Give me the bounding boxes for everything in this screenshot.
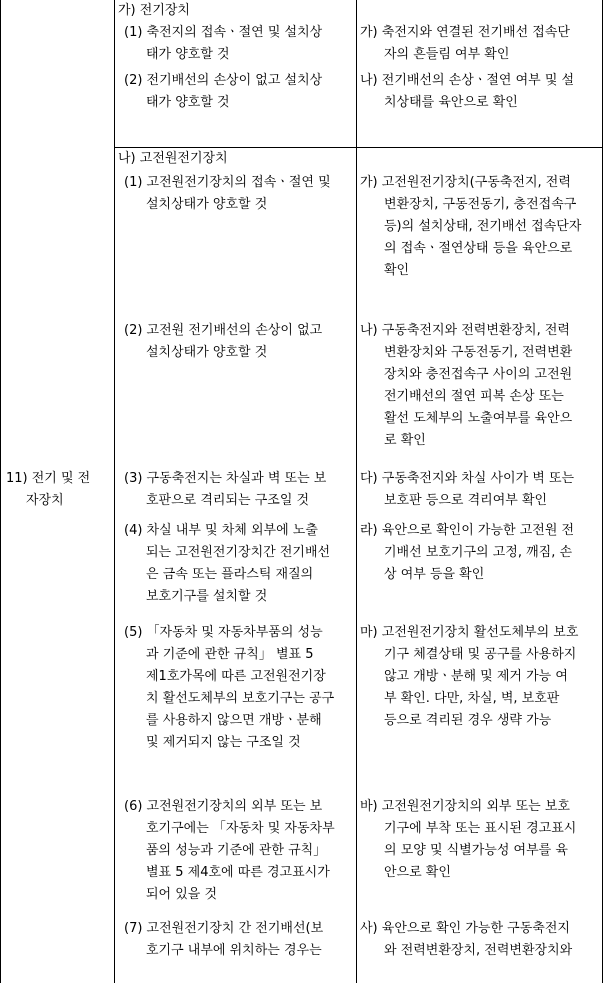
method-block: [360, 918, 572, 962]
criteria-block: [124, 520, 330, 608]
criteria-line: (7) 고전원전기장치 간 전기배선(보: [124, 921, 324, 936]
method-line: 로 확인: [384, 433, 426, 448]
method-line: 바) 고전원전기장치의 외부 또는 보호: [360, 799, 570, 814]
criteria-line: (1) 고전원전기장치의 접속ㆍ절연 및: [124, 175, 331, 190]
method-line: 나) 전기배선의 손상ㆍ절연 여부 및 설: [360, 73, 575, 88]
criteria-block: [124, 918, 323, 962]
criteria-line: 과 기준에 관한 규칙」 별표 5: [146, 647, 314, 662]
criteria-line: 호판으로 격리되는 구조일 것: [146, 493, 310, 508]
criteria-block: [124, 468, 326, 512]
method-line: 상 여부 등을 확인: [384, 567, 485, 582]
criteria-line: (6) 고전원전기장치의 외부 또는 보: [124, 799, 323, 814]
method-block: [360, 172, 581, 282]
criteria-block: [124, 796, 335, 906]
criteria-line: 설치상태가 양호할 것: [146, 197, 268, 212]
criteria-line: 은 금속 또는 플라스틱 재질의: [146, 567, 314, 582]
table-left-border: [0, 0, 1, 983]
method-line: 전기배선의 절연 피복 손상 또는: [384, 389, 564, 404]
criteria-block: [124, 172, 331, 216]
criteria-block: [124, 622, 334, 754]
criteria-line: (4) 차실 내부 및 차체 외부에 노출: [124, 523, 318, 538]
item-label-line: 자장치: [26, 493, 64, 508]
criteria-block: [124, 70, 322, 114]
method-block: [360, 70, 574, 114]
method-line: 치상태를 육안으로 확인: [384, 95, 518, 110]
criteria-line: (2) 고전원 전기배선의 손상이 없고: [124, 323, 323, 338]
criteria-line: 및 제거되지 않는 구조일 것: [146, 735, 301, 750]
criteria-line: 설치상태가 양호할 것: [146, 345, 268, 360]
method-line: 자의 흔들림 여부 확인: [384, 47, 510, 62]
method-line: 등)의 설치상태, 전기배선 접속단자: [384, 219, 582, 234]
criteria-line: 별표 5 제4호에 따른 경고표시가: [146, 865, 330, 880]
method-line: 나) 구동축전지와 전력변환장치, 전력: [360, 323, 570, 338]
method-line: 의 접속ㆍ절연상태 등을 육안으로: [384, 241, 573, 256]
method-line: 다) 구동축전지와 차실 사이가 벽 또는: [360, 471, 575, 486]
criteria-line: 되어 있을 것: [146, 887, 218, 902]
criteria-line: 제1호가목에 따른 고전원전기장: [146, 669, 326, 684]
method-line: 가) 고전원전기장치(구동축전지, 전력: [360, 175, 571, 190]
criteria-line: 치 활선도체부의 보호기구는 공구: [146, 691, 335, 706]
method-line: 라) 육안으로 확인이 가능한 고전원 전: [360, 523, 575, 538]
method-block: [360, 622, 578, 732]
method-line: 장치와 충전접속구 사이의 고전원: [384, 367, 573, 382]
criteria-block: [124, 22, 322, 66]
criteria-line: 태가 양호할 것: [146, 47, 230, 62]
criteria-line: 품의 성능과 기준에 관한 규칙」: [146, 843, 327, 858]
method-line: 보호판 등으로 격리여부 확인: [384, 493, 548, 508]
method-line: 활선 도체부의 노출여부를 육안으: [384, 411, 573, 426]
method-line: 의 모양 및 식별가능성 여부를 육: [384, 843, 568, 858]
criteria-line: (5) 「자동차 및 자동차부품의 성능: [124, 625, 323, 640]
method-line: 확인: [384, 263, 410, 278]
criteria-line: (1) 축전지의 접속ㆍ절연 및 설치상: [124, 25, 323, 40]
criteria-line: 태가 양호할 것: [146, 95, 230, 110]
method-line: 와 전력변환장치, 전력변환장치와: [384, 943, 573, 958]
method-line: 기구에 부착 또는 표시된 경고표시: [384, 821, 577, 836]
criteria-line: 호기구 내부에 위치하는 경우는: [146, 943, 322, 958]
method-line: 변환장치, 구동전동기, 충전접속구: [384, 197, 577, 212]
method-line: 가) 축전지와 연결된 전기배선 접속단: [360, 25, 570, 40]
item-label-line: 11) 전기 및 전: [6, 471, 91, 486]
method-line: 변환장치와 구동전동기, 전력변환: [384, 345, 573, 360]
criteria-block: [124, 320, 322, 364]
method-line: 안으로 확인: [384, 865, 451, 880]
method-line: 사) 육안으로 확인 가능한 구동축전지: [360, 921, 570, 936]
criteria-line: 호기구에는 「자동차 및 자동차부: [146, 821, 335, 836]
method-block: [360, 22, 570, 66]
item-label: [6, 468, 112, 512]
criteria-line: 되는 고전원전기장치간 전기배선: [146, 545, 331, 560]
criteria-line: (3) 구동축전지는 차실과 벽 또는 보: [124, 471, 327, 486]
criteria-line: (2) 전기배선의 손상이 없고 설치상: [124, 73, 323, 88]
section-header-electrical: 가) 전기장치: [118, 3, 190, 18]
criteria-line: 를 사용하지 않으면 개방ㆍ분해: [146, 713, 322, 728]
method-line: 기배선 보호기구의 고정, 깨짐, 손: [384, 545, 573, 560]
method-block: [360, 320, 572, 452]
criteria-line: 보호기구를 설치할 것: [146, 589, 268, 604]
method-block: [360, 796, 576, 884]
section-header-high-voltage: 나) 고전원전기장치: [118, 151, 228, 166]
method-line: 부 확인. 다만, 차실, 벽, 보호판: [384, 691, 560, 706]
method-block: [360, 468, 574, 512]
method-line: 기구 체결상태 및 공구를 사용하지: [384, 647, 577, 662]
method-line: 등으로 격리된 경우 생략 가능: [384, 713, 552, 728]
method-line: 않고 개방ㆍ분해 및 제거 가능 여: [384, 669, 568, 684]
method-line: 마) 고전원전기장치 활선도체부의 보호: [360, 625, 579, 640]
method-block: [360, 520, 574, 586]
